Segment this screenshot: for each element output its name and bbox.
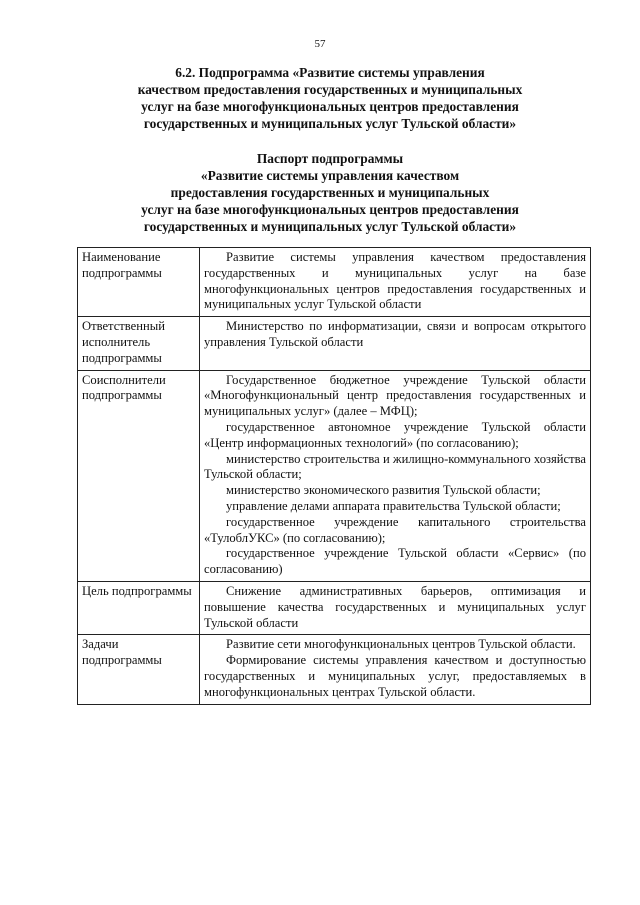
row-label: Цель подпрограммы [78, 581, 200, 634]
passport-heading-line: услуг на базе многофункциональных центров предоставления [141, 202, 519, 217]
table-row [78, 370, 591, 581]
subprogram-heading-line: государственных и муниципальных услуг Тульской области» [143, 116, 517, 131]
row-paragraph: управление делами аппарата правительства Тульской области; [226, 498, 561, 513]
row-paragraph: Развитие сети многофункциональных центров Тульской области. [226, 637, 576, 652]
passport-heading [60, 150, 600, 235]
table-row [78, 635, 591, 704]
row-content [200, 317, 591, 370]
passport-heading-line: предоставления государственных и муниципальных [170, 185, 490, 200]
row-paragraph: государственное автономное учреждение Тульской области «Центр информационных технологий» (по согласованию); [204, 419, 586, 450]
row-content [200, 370, 591, 581]
row-paragraph: министерство экономического развития Тульской области; [226, 483, 541, 498]
table-row [78, 581, 591, 634]
row-paragraph: Государственное бюджетное учреждение Тульской области «Многофункциональный центр предоставления государственных и муниципальных услуг» (далее – МФЦ); [204, 372, 586, 419]
subprogram-heading-line: услуг на базе многофункциональных центров предоставления [141, 99, 519, 114]
row-content [200, 248, 591, 317]
page-number: 57 [314, 38, 326, 50]
row-content [200, 635, 591, 704]
table-row [78, 248, 591, 317]
subprogram-heading [60, 64, 600, 132]
row-paragraph: Снижение административных барьеров, оптимизация и повышение качества государственных и муниципальных услуг Тульской области [204, 583, 586, 630]
passport-table [77, 247, 591, 705]
row-label: Соисполнители подпрограммы [78, 370, 200, 581]
row-paragraph: Министерство по информатизации, связи и вопросам открытого управления Тульской области [204, 319, 586, 349]
row-paragraph: государственное учреждение капитального строительства «ТулоблУКС» (по согласованию); [204, 514, 586, 545]
row-label: Ответственный исполнитель подпрограммы [78, 317, 200, 370]
passport-heading-line: Паспорт подпрограммы [256, 151, 404, 166]
row-content [200, 581, 591, 634]
subprogram-heading-line: качеством предоставления государственных и муниципальных [137, 82, 523, 97]
row-paragraph: Формирование системы управления качеством и доступностью государственных и муниципальных услуг, предоставляемых в многофункциональных центрах Тульской области. [204, 653, 586, 699]
passport-heading-line: «Развитие системы управления качеством [200, 168, 460, 183]
row-label: Наименование подпрограммы [78, 248, 200, 317]
row-paragraph: министерство строительства и жилищно-коммунального хозяйства Тульской области; [204, 451, 586, 482]
subprogram-heading-line: 6.2. Подпрограмма «Развитие системы управления [175, 65, 485, 80]
row-paragraph: государственное учреждение Тульской области «Сервис» (по согласованию) [204, 546, 586, 577]
table-row [78, 317, 591, 370]
row-paragraph: Развитие системы управления качеством предоставления государственных и муниципальных услуг на базе многофункциональных центров предоставления государственных и муниципальных услуг Тульской области [204, 250, 586, 312]
passport-heading-line: государственных и муниципальных услуг Тульской области» [143, 219, 517, 234]
row-label: Задачи подпрограммы [78, 635, 200, 704]
